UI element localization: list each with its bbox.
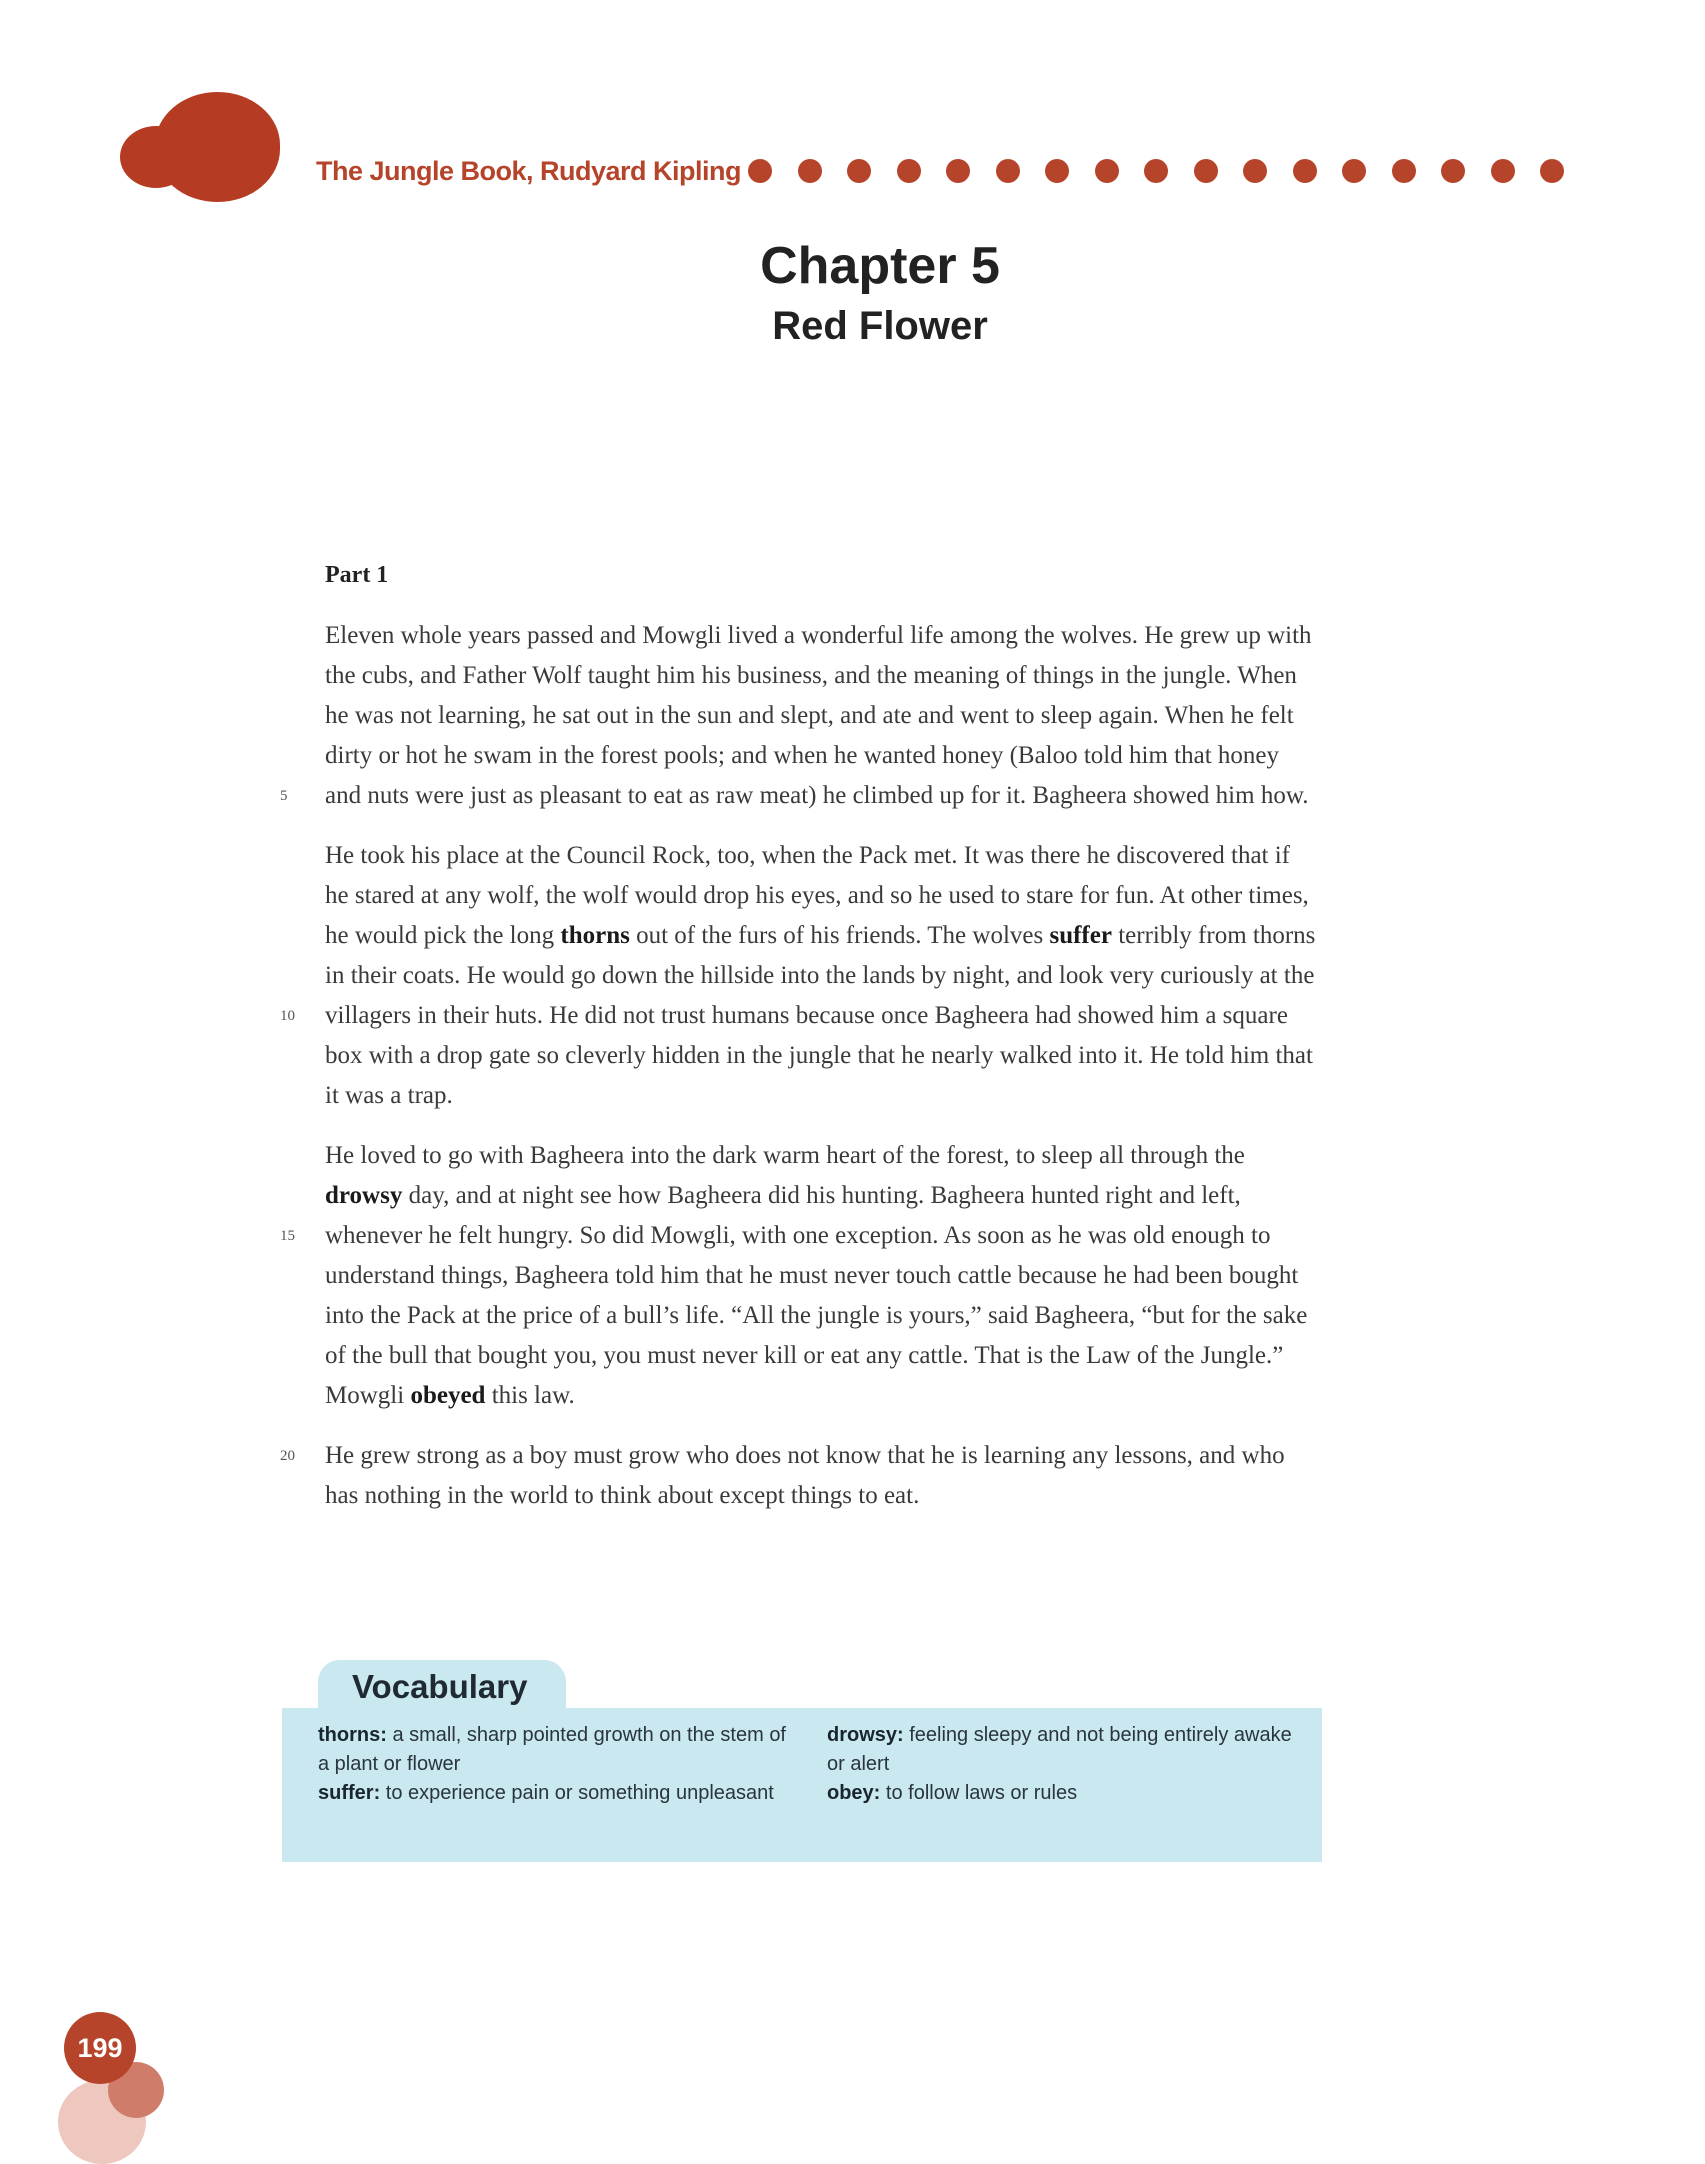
- story-paragraph: [280, 1136, 1505, 1416]
- text-line: [325, 1256, 1505, 1296]
- chapter-subtitle: Red Flower: [772, 304, 988, 348]
- text-segment: into the Pack at the price of a bull’s life. “All the jungle is yours,” said Bagheera, “but for the sake: [325, 1302, 1308, 1329]
- header-dot: [1243, 159, 1267, 183]
- vocabulary-definition: to experience pain or something unpleasant: [380, 1782, 774, 1804]
- part-heading: Part 1: [325, 562, 389, 588]
- vocabulary-entry: [827, 1721, 1297, 1779]
- text-segment: understand things, Bagheera told him that he must never touch cattle because he had been bought: [325, 1262, 1299, 1289]
- header-dot: [1293, 159, 1317, 183]
- text-segment: He loved to go with Bagheera into the dark warm heart of the forest, to sleep all through the: [325, 1142, 1245, 1169]
- header-dot: [1194, 159, 1218, 183]
- header-dot: [798, 159, 822, 183]
- chapter-number: Chapter 5: [760, 237, 1000, 295]
- text-segment: he stared at any wolf, the wolf would drop his eyes, and so he used to stare for fun. At other times,: [325, 882, 1309, 909]
- text-line: [325, 1296, 1505, 1336]
- vocabulary-title: Vocabulary: [352, 1668, 528, 1705]
- text-line: [325, 916, 1505, 956]
- header-dot: [1045, 159, 1069, 183]
- header-dot: [996, 159, 1020, 183]
- text-segment: whenever he felt hungry. So did Mowgli, with one exception. As soon as he was old enough to: [325, 1222, 1271, 1249]
- text-segment: dirty or hot he swam in the forest pools; and when he wanted honey (Baloo told him that honey: [325, 742, 1279, 769]
- text-line: [325, 1076, 1505, 1116]
- vocabulary-term: suffer:: [318, 1782, 381, 1804]
- text-segment: He took his place at the Council Rock, too, when the Pack met. It was there he discovered that if: [325, 842, 1291, 869]
- text-line: [325, 836, 1505, 876]
- text-line: [325, 1136, 1505, 1176]
- text-segment: villagers in their huts. He did not trust humans because once Bagheera had showed him a square: [325, 1002, 1288, 1029]
- story-text: [280, 616, 1505, 1536]
- vocabulary-entry: [318, 1721, 788, 1779]
- text-line: [280, 1436, 1505, 1476]
- text-line: [325, 956, 1505, 996]
- story-paragraph: [280, 616, 1505, 816]
- line-number: 5: [280, 788, 288, 804]
- vocabulary-entry: [318, 1779, 788, 1808]
- text-segment: out of the furs of his friends. The wolves: [629, 922, 1050, 949]
- story-paragraph: [280, 1436, 1505, 1516]
- book-title: The Jungle Book, Rudyard Kipling: [316, 156, 742, 186]
- header-dot-row: [748, 159, 1578, 183]
- text-line: [325, 1476, 1505, 1516]
- header-dot: [1095, 159, 1119, 183]
- header-dot: [1441, 159, 1465, 183]
- text-line: [280, 996, 1505, 1036]
- text-segment: this law.: [485, 1382, 575, 1409]
- vocabulary-column-left: [318, 1721, 788, 1808]
- header-blob-large: [155, 92, 280, 202]
- vocabulary-term: obey:: [827, 1782, 881, 1804]
- text-line: [280, 1216, 1505, 1256]
- line-number: 15: [280, 1228, 295, 1244]
- vocabulary-word: drowsy: [325, 1182, 403, 1209]
- text-line: [325, 1176, 1505, 1216]
- text-line: [325, 656, 1505, 696]
- text-segment: in their coats. He would go down the hillside into the lands by night, and look very curiously at the: [325, 962, 1315, 989]
- header-dot: [1491, 159, 1515, 183]
- line-number: 20: [280, 1448, 295, 1464]
- header-dot: [1540, 159, 1564, 183]
- text-segment: Eleven whole years passed and Mowgli lived a wonderful life among the wolves. He grew up with: [325, 622, 1312, 649]
- text-segment: day, and at night see how Bagheera did his hunting. Bagheera hunted right and left,: [402, 1182, 1241, 1209]
- text-segment: of the bull that bought you, you must never kill or eat any cattle. That is the Law of the Jungle.”: [325, 1342, 1284, 1369]
- vocabulary-word: thorns: [560, 922, 630, 949]
- page-number: 199: [64, 2012, 136, 2084]
- header-dot: [946, 159, 970, 183]
- vocabulary-definition: to follow laws or rules: [880, 1782, 1078, 1804]
- text-line: [325, 876, 1505, 916]
- text-line: [325, 696, 1505, 736]
- header-dot: [1392, 159, 1416, 183]
- header-dot: [1144, 159, 1168, 183]
- vocabulary-definition: a small, sharp pointed growth on the stem of a plant or flower: [318, 1724, 786, 1775]
- text-line: [280, 776, 1505, 816]
- text-line: [325, 616, 1505, 656]
- vocabulary-term: thorns:: [318, 1724, 387, 1746]
- header-dot: [897, 159, 921, 183]
- text-line: [325, 736, 1505, 776]
- vocabulary-word: suffer: [1049, 922, 1112, 949]
- text-segment: he would pick the long: [325, 922, 561, 949]
- text-segment: and nuts were just as pleasant to eat as raw meat) he climbed up for it. Bagheera showed him how.: [325, 782, 1309, 809]
- vocabulary-definition: feeling sleepy and not being entirely awake or alert: [827, 1724, 1292, 1775]
- story-paragraph: [280, 836, 1505, 1116]
- text-segment: Mowgli: [325, 1382, 411, 1409]
- vocabulary-word: obeyed: [410, 1382, 486, 1409]
- text-segment: has nothing in the world to think about except things to eat.: [325, 1482, 920, 1509]
- text-segment: box with a drop gate so cleverly hidden in the jungle that he nearly walked into it. He told him that: [325, 1042, 1313, 1069]
- text-segment: terribly from thorns: [1111, 922, 1316, 949]
- text-line: [325, 1376, 1505, 1416]
- text-segment: he was not learning, he sat out in the sun and slept, and ate and went to sleep again. When he felt: [325, 702, 1294, 729]
- text-line: [325, 1336, 1505, 1376]
- vocabulary-entry: [827, 1779, 1297, 1808]
- header-dot: [748, 159, 772, 183]
- line-number: 10: [280, 1008, 295, 1024]
- text-segment: the cubs, and Father Wolf taught him his business, and the meaning of things in the jungle. When: [325, 662, 1297, 689]
- text-segment: it was a trap.: [325, 1082, 453, 1109]
- text-segment: He grew strong as a boy must grow who does not know that he is learning any lessons, and who: [325, 1442, 1285, 1469]
- header-dot: [1342, 159, 1366, 183]
- vocabulary-column-right: [827, 1721, 1297, 1808]
- text-line: [325, 1036, 1505, 1076]
- header-dot: [847, 159, 871, 183]
- vocabulary-term: drowsy:: [827, 1724, 904, 1746]
